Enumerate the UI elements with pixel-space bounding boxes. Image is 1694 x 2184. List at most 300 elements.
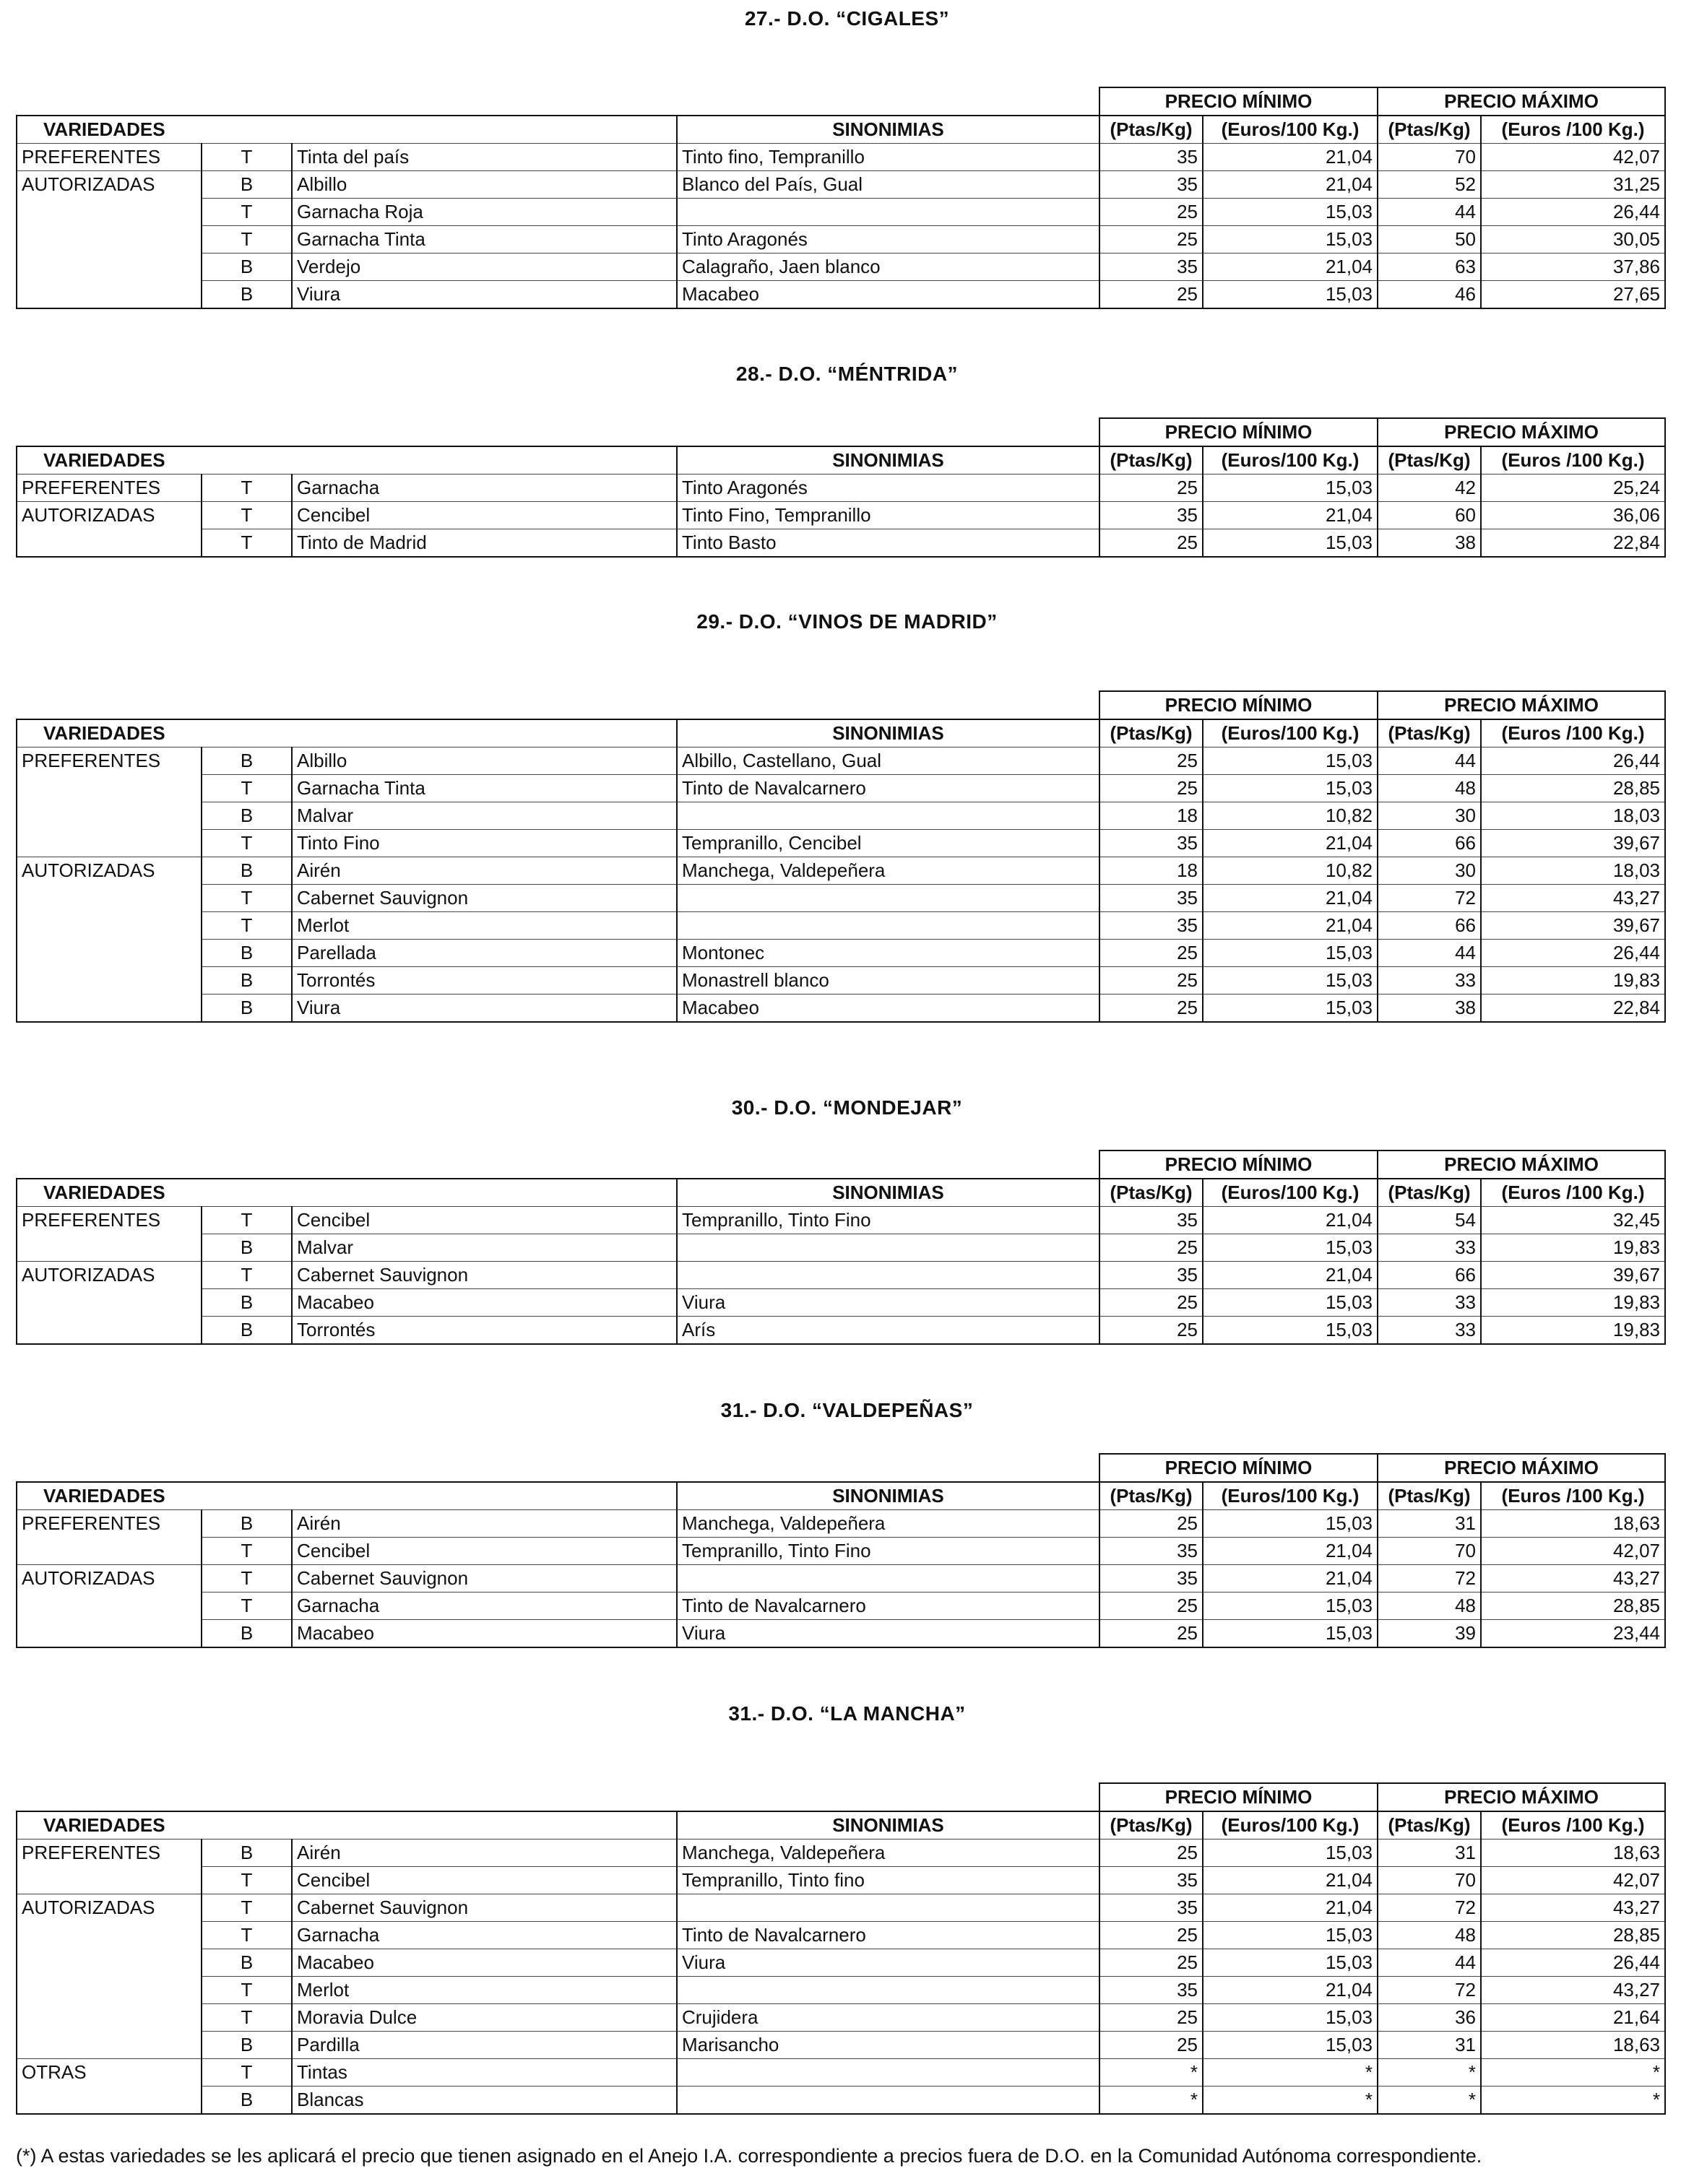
header-precio-maximo: PRECIO MÁXIMO	[1378, 87, 1665, 116]
header-precio-minimo: PRECIO MÍNIMO	[1099, 1454, 1378, 1482]
max-ptas-cell: 30	[1378, 857, 1481, 885]
table-row	[17, 2032, 1665, 2059]
min-ptas-cell: 35	[1099, 885, 1203, 912]
min-ptas-cell: 25	[1099, 1234, 1203, 1262]
category-cell: AUTORIZADAS	[17, 1894, 202, 1922]
synonym-cell: Monastrell blanco	[677, 967, 1099, 994]
category-cell: PREFERENTES	[17, 1840, 202, 1867]
synonym-cell: Tinto Fino, Tempranillo	[677, 502, 1099, 529]
synonym-cell: Viura	[677, 1620, 1099, 1648]
table-row	[17, 1867, 1665, 1894]
variety-cell: Malvar	[292, 802, 677, 830]
max-ptas-cell: 60	[1378, 502, 1481, 529]
min-ptas-cell: 25	[1099, 940, 1203, 967]
min-ptas-cell: 25	[1099, 2032, 1203, 2059]
table-row	[17, 1317, 1665, 1345]
max-euros-cell: 18,63	[1481, 2032, 1665, 2059]
header-row-columns	[17, 1811, 1665, 1840]
max-euros-cell: 18,03	[1481, 802, 1665, 830]
max-ptas-cell: 70	[1378, 144, 1481, 171]
color-code-cell: T	[202, 1565, 292, 1592]
variety-cell: Macabeo	[292, 1949, 677, 1977]
table-row	[17, 1289, 1665, 1317]
header-min-ptas: (Ptas/Kg)	[1099, 1811, 1203, 1840]
category-cell	[17, 1234, 202, 1262]
min-ptas-cell: 25	[1099, 474, 1203, 502]
max-euros-cell: 19,83	[1481, 1317, 1665, 1345]
category-cell: PREFERENTES	[17, 144, 202, 171]
table-row	[17, 912, 1665, 940]
table-row	[17, 2059, 1665, 2086]
table-mentrida	[16, 417, 1666, 558]
synonym-cell: Tempranillo, Cencibel	[677, 830, 1099, 857]
min-ptas-cell: 25	[1099, 967, 1203, 994]
synonym-cell: Tinto fino, Tempranillo	[677, 144, 1099, 171]
min-ptas-cell: 25	[1099, 1949, 1203, 1977]
max-ptas-cell: 72	[1378, 1565, 1481, 1592]
max-ptas-cell: 50	[1378, 226, 1481, 254]
header-precio-minimo: PRECIO MÍNIMO	[1099, 1150, 1378, 1179]
max-ptas-cell: 36	[1378, 2004, 1481, 2032]
category-cell	[17, 830, 202, 857]
header-row-columns	[17, 446, 1665, 474]
variety-cell: Airén	[292, 1510, 677, 1538]
max-euros-cell: 27,65	[1481, 281, 1665, 309]
section-title-valdepenas: 31.- D.O. “VALDEPEÑAS”	[720, 1399, 974, 1421]
variety-cell: Macabeo	[292, 1289, 677, 1317]
max-euros-cell: 26,44	[1481, 940, 1665, 967]
header-min-euros: (Euros/100 Kg.)	[1203, 446, 1378, 474]
max-ptas-cell: 63	[1378, 254, 1481, 281]
min-euros-cell: 15,03	[1203, 1317, 1378, 1345]
header-min-ptas: (Ptas/Kg)	[1099, 446, 1203, 474]
header-row-columns	[17, 1482, 1665, 1510]
variety-cell: Tintas	[292, 2059, 677, 2086]
min-ptas-cell: 25	[1099, 281, 1203, 309]
variety-cell: Airén	[292, 1840, 677, 1867]
header-min-euros: (Euros/100 Kg.)	[1203, 116, 1378, 144]
header-max-euros: (Euros /100 Kg.)	[1481, 1811, 1665, 1840]
header-sinonimias: SINONIMIAS	[677, 446, 1099, 474]
max-euros-cell: 28,85	[1481, 775, 1665, 802]
synonym-cell	[677, 2059, 1099, 2086]
variety-cell: Tinto Fino	[292, 830, 677, 857]
category-cell	[17, 1317, 202, 1345]
section-title-mondejar: 30.- D.O. “MONDEJAR”	[731, 1096, 963, 1119]
header-precio-maximo: PRECIO MÁXIMO	[1378, 1150, 1665, 1179]
category-cell	[17, 281, 202, 309]
variety-cell: Torrontés	[292, 967, 677, 994]
variety-cell: Garnacha Roja	[292, 199, 677, 226]
header-spacer	[17, 87, 1099, 116]
max-euros-cell: *	[1481, 2086, 1665, 2115]
synonym-cell: Tinto Basto	[677, 529, 1099, 558]
header-sinonimias: SINONIMIAS	[677, 1482, 1099, 1510]
header-spacer	[17, 1783, 1099, 1811]
min-euros-cell: 15,03	[1203, 775, 1378, 802]
synonym-cell: Crujidera	[677, 2004, 1099, 2032]
max-euros-cell: 26,44	[1481, 1949, 1665, 1977]
variety-cell: Torrontés	[292, 1317, 677, 1345]
synonym-cell: Macabeo	[677, 281, 1099, 309]
variety-cell: Cabernet Sauvignon	[292, 1262, 677, 1289]
max-euros-cell: 32,45	[1481, 1207, 1665, 1234]
category-cell	[17, 1620, 202, 1648]
min-euros-cell: 15,03	[1203, 2032, 1378, 2059]
table-row	[17, 1922, 1665, 1949]
category-cell: AUTORIZADAS	[17, 857, 202, 885]
color-code-cell: B	[202, 857, 292, 885]
min-ptas-cell: 35	[1099, 171, 1203, 199]
min-euros-cell: 21,04	[1203, 885, 1378, 912]
synonym-cell: Viura	[677, 1289, 1099, 1317]
max-euros-cell: 37,86	[1481, 254, 1665, 281]
variety-cell: Albillo	[292, 171, 677, 199]
header-variedades: VARIEDADES	[17, 446, 677, 474]
min-euros-cell: 21,04	[1203, 502, 1378, 529]
category-cell	[17, 226, 202, 254]
min-euros-cell: 15,03	[1203, 1289, 1378, 1317]
color-code-cell: T	[202, 529, 292, 558]
table-row	[17, 1538, 1665, 1565]
color-code-cell: T	[202, 1262, 292, 1289]
header-max-ptas: (Ptas/Kg)	[1378, 116, 1481, 144]
synonym-cell: Tempranillo, Tinto Fino	[677, 1538, 1099, 1565]
min-ptas-cell: 25	[1099, 775, 1203, 802]
max-euros-cell: 19,83	[1481, 1289, 1665, 1317]
color-code-cell: B	[202, 967, 292, 994]
category-cell	[17, 1949, 202, 1977]
header-max-ptas: (Ptas/Kg)	[1378, 719, 1481, 748]
max-euros-cell: 39,67	[1481, 830, 1665, 857]
synonym-cell: Manchega, Valdepeñera	[677, 1510, 1099, 1538]
table-row	[17, 994, 1665, 1023]
max-ptas-cell: *	[1378, 2059, 1481, 2086]
table-row	[17, 830, 1665, 857]
synonym-cell: Manchega, Valdepeñera	[677, 857, 1099, 885]
header-max-euros: (Euros /100 Kg.)	[1481, 719, 1665, 748]
min-euros-cell: 10,82	[1203, 802, 1378, 830]
footnote: (*) A estas variedades se les aplicará el precio que tienen asignado en el Anejo I.A. correspondiente a precios fuera de D.O. en la Comunidad Autónoma correspondiente.	[16, 2145, 1482, 2167]
synonym-cell: Blanco del País, Gual	[677, 171, 1099, 199]
min-ptas-cell: 35	[1099, 912, 1203, 940]
min-ptas-cell: 35	[1099, 1207, 1203, 1234]
min-euros-cell: 15,03	[1203, 748, 1378, 775]
max-euros-cell: 42,07	[1481, 1867, 1665, 1894]
category-cell: AUTORIZADAS	[17, 171, 202, 199]
table-row	[17, 748, 1665, 775]
variety-cell: Blancas	[292, 2086, 677, 2115]
header-min-ptas: (Ptas/Kg)	[1099, 1482, 1203, 1510]
max-ptas-cell: *	[1378, 2086, 1481, 2115]
max-euros-cell: 21,64	[1481, 2004, 1665, 2032]
header-variedades: VARIEDADES	[17, 719, 677, 748]
max-ptas-cell: 48	[1378, 1592, 1481, 1620]
min-ptas-cell: 25	[1099, 2004, 1203, 2032]
color-code-cell: T	[202, 474, 292, 502]
max-euros-cell: 28,85	[1481, 1922, 1665, 1949]
header-min-euros: (Euros/100 Kg.)	[1203, 1179, 1378, 1207]
color-code-cell: T	[202, 144, 292, 171]
variety-cell: Verdejo	[292, 254, 677, 281]
category-cell	[17, 967, 202, 994]
category-cell	[17, 2032, 202, 2059]
category-cell	[17, 912, 202, 940]
color-code-cell: B	[202, 1289, 292, 1317]
color-code-cell: B	[202, 802, 292, 830]
min-ptas-cell: 35	[1099, 1894, 1203, 1922]
color-code-cell: T	[202, 1592, 292, 1620]
category-cell	[17, 885, 202, 912]
max-ptas-cell: 46	[1378, 281, 1481, 309]
synonym-cell: Tinto de Navalcarnero	[677, 1922, 1099, 1949]
color-code-cell: T	[202, 1894, 292, 1922]
variety-cell: Tinta del país	[292, 144, 677, 171]
max-euros-cell: 43,27	[1481, 1894, 1665, 1922]
variety-cell: Viura	[292, 281, 677, 309]
min-euros-cell: 21,04	[1203, 1894, 1378, 1922]
table-la-mancha	[16, 1782, 1666, 2115]
color-code-cell: B	[202, 171, 292, 199]
category-cell: PREFERENTES	[17, 1510, 202, 1538]
variety-cell: Cencibel	[292, 1207, 677, 1234]
min-euros-cell: 15,03	[1203, 199, 1378, 226]
color-code-cell: B	[202, 748, 292, 775]
min-euros-cell: 15,03	[1203, 1620, 1378, 1648]
table-row	[17, 1949, 1665, 1977]
max-ptas-cell: 66	[1378, 830, 1481, 857]
header-min-euros: (Euros/100 Kg.)	[1203, 719, 1378, 748]
header-precio-minimo: PRECIO MÍNIMO	[1099, 418, 1378, 446]
min-euros-cell: 21,04	[1203, 171, 1378, 199]
min-euros-cell: 21,04	[1203, 144, 1378, 171]
header-min-euros: (Euros/100 Kg.)	[1203, 1811, 1378, 1840]
max-euros-cell: 18,63	[1481, 1510, 1665, 1538]
header-precio-minimo: PRECIO MÍNIMO	[1099, 691, 1378, 719]
color-code-cell: T	[202, 1977, 292, 2004]
synonym-cell: Viura	[677, 1949, 1099, 1977]
header-precio-minimo: PRECIO MÍNIMO	[1099, 87, 1378, 116]
table-row	[17, 1840, 1665, 1867]
max-euros-cell: 26,44	[1481, 199, 1665, 226]
min-euros-cell: 15,03	[1203, 474, 1378, 502]
min-euros-cell: 15,03	[1203, 1949, 1378, 1977]
max-euros-cell: 43,27	[1481, 1565, 1665, 1592]
min-euros-cell: 15,03	[1203, 967, 1378, 994]
header-row-columns	[17, 1179, 1665, 1207]
header-row-price-groups	[17, 418, 1665, 446]
header-variedades: VARIEDADES	[17, 1179, 677, 1207]
min-euros-cell: 21,04	[1203, 830, 1378, 857]
min-euros-cell: 15,03	[1203, 226, 1378, 254]
min-ptas-cell: 35	[1099, 254, 1203, 281]
min-ptas-cell: 25	[1099, 748, 1203, 775]
category-cell: AUTORIZADAS	[17, 1262, 202, 1289]
category-cell	[17, 802, 202, 830]
table-row	[17, 1234, 1665, 1262]
max-euros-cell: 18,03	[1481, 857, 1665, 885]
variety-cell: Pardilla	[292, 2032, 677, 2059]
synonym-cell: Tinto Aragonés	[677, 226, 1099, 254]
section-title-la-mancha: 31.- D.O. “LA MANCHA”	[728, 1702, 966, 1725]
synonym-cell: Manchega, Valdepeñera	[677, 1840, 1099, 1867]
table-row	[17, 940, 1665, 967]
category-cell	[17, 2004, 202, 2032]
color-code-cell: T	[202, 502, 292, 529]
min-euros-cell: 15,03	[1203, 940, 1378, 967]
min-ptas-cell: 35	[1099, 1565, 1203, 1592]
category-cell: OTRAS	[17, 2059, 202, 2086]
min-euros-cell: 21,04	[1203, 1538, 1378, 1565]
min-ptas-cell: *	[1099, 2086, 1203, 2115]
color-code-cell: B	[202, 1620, 292, 1648]
header-spacer	[17, 418, 1099, 446]
table-row	[17, 254, 1665, 281]
max-ptas-cell: 72	[1378, 1977, 1481, 2004]
max-ptas-cell: 33	[1378, 1289, 1481, 1317]
max-euros-cell: 28,85	[1481, 1592, 1665, 1620]
category-cell	[17, 254, 202, 281]
category-cell	[17, 994, 202, 1023]
header-max-euros: (Euros /100 Kg.)	[1481, 1482, 1665, 1510]
variety-cell: Garnacha	[292, 1922, 677, 1949]
header-spacer	[17, 1454, 1099, 1482]
header-min-ptas: (Ptas/Kg)	[1099, 116, 1203, 144]
min-ptas-cell: 25	[1099, 1922, 1203, 1949]
color-code-cell: T	[202, 830, 292, 857]
synonym-cell	[677, 912, 1099, 940]
synonym-cell: Tinto Aragonés	[677, 474, 1099, 502]
color-code-cell: B	[202, 1840, 292, 1867]
color-code-cell: B	[202, 254, 292, 281]
category-cell	[17, 1922, 202, 1949]
category-cell	[17, 775, 202, 802]
section-title-vinos-de-madrid: 29.- D.O. “VINOS DE MADRID”	[696, 610, 998, 633]
min-ptas-cell: 25	[1099, 226, 1203, 254]
color-code-cell: T	[202, 199, 292, 226]
min-ptas-cell: 18	[1099, 857, 1203, 885]
variety-cell: Macabeo	[292, 1620, 677, 1648]
synonym-cell	[677, 1234, 1099, 1262]
category-cell	[17, 1538, 202, 1565]
category-cell	[17, 1867, 202, 1894]
header-min-euros: (Euros/100 Kg.)	[1203, 1482, 1378, 1510]
table-row	[17, 502, 1665, 529]
header-precio-maximo: PRECIO MÁXIMO	[1378, 418, 1665, 446]
color-code-cell: T	[202, 1922, 292, 1949]
variety-cell: Cabernet Sauvignon	[292, 1565, 677, 1592]
max-ptas-cell: 70	[1378, 1538, 1481, 1565]
header-precio-maximo: PRECIO MÁXIMO	[1378, 1454, 1665, 1482]
min-ptas-cell: 35	[1099, 1867, 1203, 1894]
header-precio-maximo: PRECIO MÁXIMO	[1378, 1783, 1665, 1811]
category-cell: PREFERENTES	[17, 474, 202, 502]
synonym-cell: Calagraño, Jaen blanco	[677, 254, 1099, 281]
max-ptas-cell: 44	[1378, 748, 1481, 775]
synonym-cell: Montonec	[677, 940, 1099, 967]
max-euros-cell: 19,83	[1481, 1234, 1665, 1262]
max-euros-cell: 19,83	[1481, 967, 1665, 994]
synonym-cell: Tinto de Navalcarnero	[677, 1592, 1099, 1620]
min-ptas-cell: 35	[1099, 502, 1203, 529]
color-code-cell: B	[202, 1510, 292, 1538]
table-row	[17, 1620, 1665, 1648]
header-sinonimias: SINONIMIAS	[677, 116, 1099, 144]
section-title-mentrida: 28.- D.O. “MÉNTRIDA”	[735, 363, 959, 385]
min-ptas-cell: 35	[1099, 1977, 1203, 2004]
max-ptas-cell: 30	[1378, 802, 1481, 830]
header-precio-minimo: PRECIO MÍNIMO	[1099, 1783, 1378, 1811]
table-row	[17, 281, 1665, 309]
color-code-cell: B	[202, 281, 292, 309]
header-max-ptas: (Ptas/Kg)	[1378, 1811, 1481, 1840]
max-ptas-cell: 66	[1378, 912, 1481, 940]
variety-cell: Cencibel	[292, 502, 677, 529]
max-ptas-cell: 54	[1378, 1207, 1481, 1234]
min-euros-cell: 21,04	[1203, 912, 1378, 940]
header-variedades: VARIEDADES	[17, 116, 677, 144]
color-code-cell: B	[202, 940, 292, 967]
max-ptas-cell: 31	[1378, 1840, 1481, 1867]
color-code-cell: T	[202, 912, 292, 940]
variety-cell: Cencibel	[292, 1538, 677, 1565]
max-euros-cell: 25,24	[1481, 474, 1665, 502]
color-code-cell: B	[202, 1949, 292, 1977]
synonym-cell: Tempranillo, Tinto fino	[677, 1867, 1099, 1894]
max-euros-cell: 42,07	[1481, 1538, 1665, 1565]
table-row	[17, 1207, 1665, 1234]
max-ptas-cell: 44	[1378, 1949, 1481, 1977]
header-max-ptas: (Ptas/Kg)	[1378, 1482, 1481, 1510]
max-euros-cell: 36,06	[1481, 502, 1665, 529]
header-sinonimias: SINONIMIAS	[677, 1811, 1099, 1840]
min-euros-cell: 21,04	[1203, 1565, 1378, 1592]
max-ptas-cell: 66	[1378, 1262, 1481, 1289]
header-min-ptas: (Ptas/Kg)	[1099, 1179, 1203, 1207]
max-ptas-cell: 48	[1378, 1922, 1481, 1949]
min-euros-cell: 15,03	[1203, 1922, 1378, 1949]
max-ptas-cell: 44	[1378, 199, 1481, 226]
min-euros-cell: 15,03	[1203, 1510, 1378, 1538]
min-euros-cell: 15,03	[1203, 2004, 1378, 2032]
synonym-cell: Arís	[677, 1317, 1099, 1345]
min-ptas-cell: 35	[1099, 830, 1203, 857]
max-ptas-cell: 38	[1378, 529, 1481, 558]
min-ptas-cell: 25	[1099, 529, 1203, 558]
min-euros-cell: 15,03	[1203, 1840, 1378, 1867]
max-ptas-cell: 31	[1378, 2032, 1481, 2059]
max-ptas-cell: 38	[1378, 994, 1481, 1023]
min-ptas-cell: 25	[1099, 1289, 1203, 1317]
header-row-price-groups	[17, 1150, 1665, 1179]
max-ptas-cell: 33	[1378, 967, 1481, 994]
header-row-price-groups	[17, 1783, 1665, 1811]
synonym-cell: Macabeo	[677, 994, 1099, 1023]
category-cell: AUTORIZADAS	[17, 1565, 202, 1592]
min-euros-cell: 21,04	[1203, 1977, 1378, 2004]
color-code-cell: T	[202, 1538, 292, 1565]
max-ptas-cell: 33	[1378, 1317, 1481, 1345]
min-ptas-cell: 25	[1099, 1510, 1203, 1538]
synonym-cell	[677, 2086, 1099, 2115]
synonym-cell: Albillo, Castellano, Gual	[677, 748, 1099, 775]
header-row-columns	[17, 719, 1665, 748]
variety-cell: Albillo	[292, 748, 677, 775]
table-row	[17, 2004, 1665, 2032]
table-row	[17, 1977, 1665, 2004]
variety-cell: Cencibel	[292, 1867, 677, 1894]
table-row	[17, 2086, 1665, 2115]
